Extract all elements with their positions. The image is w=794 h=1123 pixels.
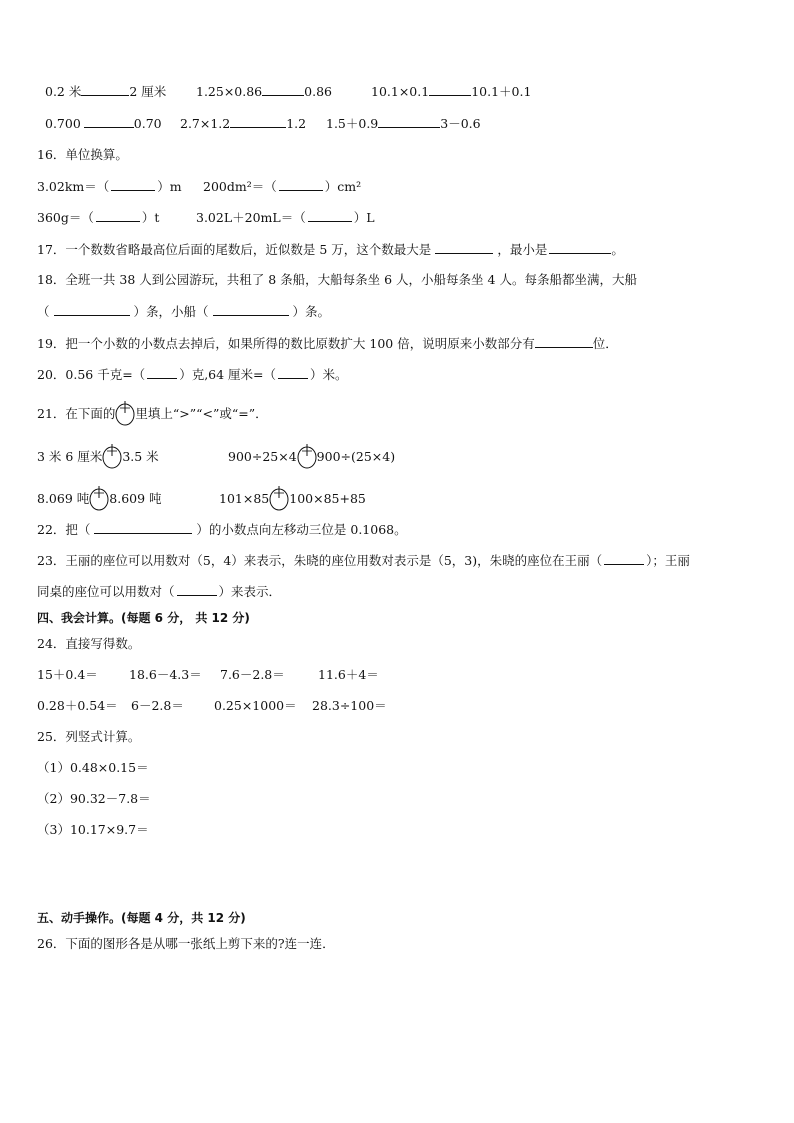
q21-title-b: 里填上“>”“<”或“=”．	[135, 406, 268, 421]
answer-blank[interactable]	[429, 83, 471, 96]
q17-text-c: 。	[611, 242, 624, 257]
q15-r2-i3-left: 1.5＋0.9	[326, 116, 379, 131]
q23-line1-a: 23．王丽的座位可以用数对（5，4）来表示，朱晓的座位用数对表示是（5，3)，朱晓的座位在王丽（	[37, 553, 603, 568]
answer-blank-small-boats[interactable]	[213, 303, 289, 316]
q21-i1-left: 3 米 6 厘米	[37, 449, 103, 464]
q20-b: ）克,64 厘米=（	[179, 367, 277, 382]
q15-r1-item1	[45, 83, 166, 100]
q15-r2-i2-left: 2.7×1.2	[180, 116, 231, 131]
answer-blank[interactable]	[94, 521, 192, 534]
q23-line1	[37, 552, 690, 569]
answer-blank-pair[interactable]	[177, 583, 217, 596]
q25-item-1: （1）0.48×0.15＝	[37, 760, 149, 775]
q18-line1: 18．全班一共 38 人到公园游玩，共租了 8 条船，大船每条坐 6 人，小船每条坐 4 人。每条船都坐满，大船	[37, 272, 637, 287]
q16-title: 16．单位换算。	[37, 147, 128, 162]
q15-r1-i2-right: 0.86	[304, 84, 332, 99]
q25-item-3: （3）10.17×9.7＝	[37, 822, 149, 837]
compare-circle-icon[interactable]	[89, 485, 109, 511]
q18-b: ）条，小船（	[133, 304, 209, 319]
q22-a: 22．把（	[37, 522, 91, 537]
q24-item: 7.6－2.8＝	[220, 667, 285, 682]
q21-item4	[219, 485, 366, 511]
q19	[37, 335, 618, 352]
q20	[37, 366, 348, 383]
answer-blank[interactable]	[230, 115, 286, 128]
q16-item2	[203, 178, 361, 195]
q21-i4-right: 100×85+85	[289, 491, 366, 506]
q24-title: 24．直接写得数。	[37, 636, 141, 651]
answer-blank-max[interactable]	[435, 241, 493, 254]
q20-c: ）米。	[310, 367, 348, 382]
q15-r2-i2-right: 1.2	[286, 116, 307, 131]
q16-i4-suffix: ）L	[353, 210, 375, 225]
answer-blank[interactable]	[262, 83, 304, 96]
q23-line2-a: 同桌的座位可以用数对（	[37, 584, 175, 599]
q16-i2-suffix: ）cm²	[324, 179, 362, 194]
answer-blank[interactable]	[308, 209, 352, 222]
q15-r1-i2-left: 1.25×0.86	[196, 84, 263, 99]
q15-r2-item2	[180, 115, 306, 132]
q25-item-2: （2）90.32－7.8＝	[37, 791, 151, 806]
q24-item: 6－2.8＝	[131, 698, 184, 713]
answer-blank[interactable]	[111, 178, 155, 191]
q25-title: 25．列竖式计算。	[37, 729, 141, 744]
compare-circle-icon[interactable]	[269, 485, 289, 511]
q24-item: 0.28＋0.54＝	[37, 698, 118, 713]
q22-b: ）的小数点向左移动三位是 0.1068。	[196, 522, 407, 537]
q21-i2-left: 900÷25×4	[228, 449, 297, 464]
q18-a: （	[37, 304, 50, 319]
q15-r1-i3-left: 10.1×0.1	[371, 84, 430, 99]
answer-blank[interactable]	[81, 83, 129, 96]
q15-r1-item3	[371, 83, 531, 100]
q16-i3-prefix: 360g＝（	[37, 210, 94, 225]
q23-line2-b: ）来表示．	[218, 584, 282, 599]
q17-text-b: ，最小是	[497, 242, 548, 257]
q16-i4-prefix: 3.02L＋20mL＝（	[196, 210, 306, 225]
q21-i1-right: 3.5 米	[122, 449, 159, 464]
q21-i4-left: 101×85	[219, 491, 270, 506]
q15-r2-i1-right: 0.70	[133, 116, 162, 131]
q16-item4	[196, 209, 375, 226]
answer-blank[interactable]	[96, 209, 140, 222]
answer-blank[interactable]	[378, 115, 440, 128]
section-5-heading: 五、动手操作。(每题 4 分，共 12 分)	[37, 911, 246, 925]
answer-blank-direction[interactable]	[604, 552, 644, 565]
q16-item1	[37, 178, 182, 195]
q17	[37, 241, 624, 258]
q21-i3-left: 8.069 吨	[37, 491, 90, 506]
q26-title: 26．下面的图形各是从哪一张纸上剪下来的?连一连．	[37, 936, 335, 951]
q21-item2	[228, 443, 395, 469]
q23-line2	[37, 583, 281, 600]
q19-text-a: 19．把一个小数的小数点去掉后，如果所得的数比原数扩大 100 倍，说明原来小数部分有	[37, 336, 535, 351]
q22	[37, 521, 407, 538]
circle-blank-icon	[115, 400, 135, 426]
answer-blank[interactable]	[84, 115, 134, 128]
compare-circle-icon[interactable]	[102, 443, 122, 469]
answer-blank-meters[interactable]	[278, 366, 308, 379]
q15-r1-i1-left: 0.2 米	[45, 84, 82, 99]
q17-text-a: 17．一个数数省略最高位后面的尾数后，近似数是 5 万，这个数最大是	[37, 242, 432, 257]
q15-r1-i1-right: 2 厘米	[129, 84, 167, 99]
q24-item: 18.6－4.3＝	[129, 667, 202, 682]
q21-item1	[37, 443, 159, 469]
q16-i1-prefix: 3.02km＝（	[37, 179, 110, 194]
section-4-heading: 四、我会计算。(每题 6 分， 共 12 分)	[37, 611, 250, 625]
answer-blank-big-boats[interactable]	[54, 303, 130, 316]
q15-r1-item2	[196, 83, 332, 100]
q21-i2-right: 900÷(25×4)	[316, 449, 396, 464]
q18-line2	[37, 303, 330, 320]
q16-i3-suffix: ）t	[141, 210, 160, 225]
answer-blank-grams[interactable]	[147, 366, 177, 379]
q21-title-a: 21．在下面的	[37, 406, 116, 421]
q16-item3	[37, 209, 159, 226]
q16-i2-prefix: 200dm²＝（	[203, 179, 277, 194]
answer-blank[interactable]	[535, 335, 593, 348]
q15-r1-i3-right: 10.1＋0.1	[471, 84, 532, 99]
q21-i3-right: 8.609 吨	[109, 491, 162, 506]
q20-a: 20．0.56 千克=（	[37, 367, 146, 382]
q23-line1-b: ）；王丽	[646, 553, 690, 568]
q18-c: ）条。	[292, 304, 331, 319]
q15-r2-item3	[326, 115, 481, 132]
q15-r2-i3-right: 3－0.6	[440, 116, 481, 131]
q21-item3	[37, 485, 162, 511]
q15-r2-i1-left: 0.700	[45, 116, 81, 131]
q21-title	[37, 400, 268, 426]
q24-item: 11.6＋4＝	[318, 667, 379, 682]
q15-r2-item1	[45, 115, 162, 132]
compare-circle-icon[interactable]	[297, 443, 317, 469]
answer-blank[interactable]	[279, 178, 323, 191]
q24-item: 28.3÷100＝	[312, 698, 387, 713]
q24-item: 0.25×1000＝	[214, 698, 297, 713]
answer-blank-min[interactable]	[549, 241, 611, 254]
q16-i1-suffix: ）m	[157, 179, 182, 194]
q24-item: 15＋0.4＝	[37, 667, 98, 682]
q19-text-b: 位．	[592, 336, 618, 351]
